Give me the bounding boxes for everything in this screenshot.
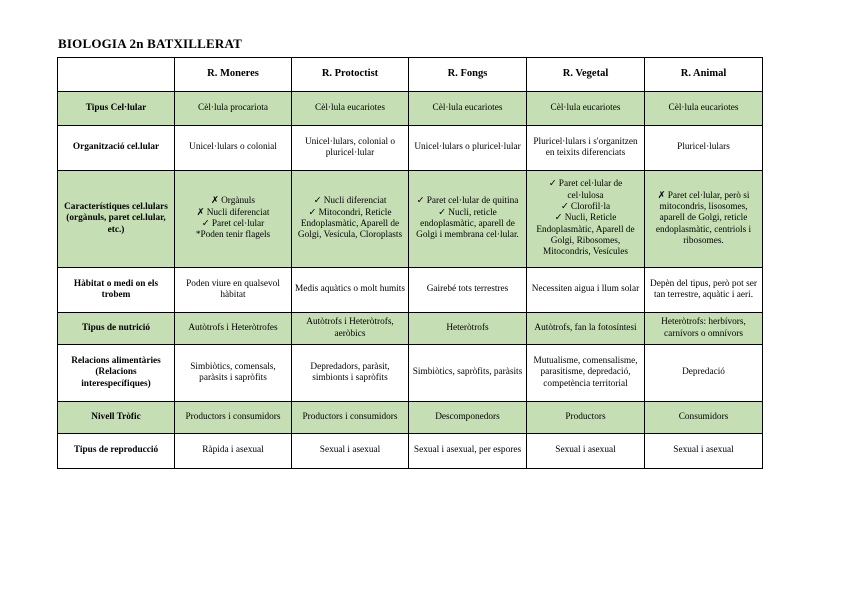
table-cell (292, 313, 409, 345)
cell-text: ✓ Nucli, Reticle Endoplasmàtic, Aparell de Golgi, Ribosomes, Mitocondris, Vesícules (536, 213, 635, 258)
cell-text: Simbiòtics, sapròfits, paràsits (412, 367, 523, 378)
table-cell (527, 126, 645, 171)
table-body (58, 92, 763, 469)
table-cell (175, 402, 292, 434)
table-cell (175, 268, 292, 313)
table-cell (175, 126, 292, 171)
cell-text: Pluricel·lulars i s'organitzen en teixits diferenciats (533, 136, 638, 158)
cell-text: Depredació (682, 367, 725, 378)
cell-text: Necessiten aigua i llum solar (531, 284, 640, 295)
row-header-cell: Tipus Cel·lular (58, 92, 175, 126)
table-cell (409, 171, 527, 268)
cell-text: Cèl·lula eucariotes (668, 102, 739, 113)
biology-kingdoms-table (57, 57, 763, 469)
cell-text: Cèl·lula eucariotes (432, 102, 503, 113)
cell-text: ✗ Orgànuls (210, 196, 256, 207)
table-cell (292, 402, 409, 434)
table-cell (409, 126, 527, 171)
table-cell (292, 171, 409, 268)
table-cell (645, 434, 763, 469)
cell-text: Sexual i asexual (673, 445, 734, 456)
cell-text: Autòtrofs i Heteròtrofs, aeròbics (306, 317, 394, 339)
page-title: BIOLOGIA 2n BATXILLERAT (58, 36, 243, 51)
cell-text: Productors i consumidors (302, 411, 398, 422)
table-cell (409, 434, 527, 469)
table-cell (175, 171, 292, 268)
table-cell (175, 313, 292, 345)
header-cell-protoctist: R. Protoctist (292, 58, 409, 92)
cell-text: Productors (565, 411, 606, 422)
table-row (58, 268, 763, 313)
table-cell (175, 345, 292, 402)
cell-text: *Poden tenir flagels (195, 230, 271, 241)
header-cell-animal: R. Animal (645, 58, 763, 92)
cell-text: Cèl·lula eucariotes (315, 102, 385, 113)
cell-text: Heteròtrofs: herbívors, carnívors o omnívors (661, 317, 746, 339)
header-cell-moneres: R. Moneres (175, 58, 292, 92)
cell-text: Unicel·lulars o pluricel·lular (414, 142, 521, 153)
row-header-cell: Tipus de nutrició (58, 313, 175, 345)
cell-text: Mutualisme, comensalisme, parasitisme, depredació, competència territorial (533, 356, 638, 389)
table-row (58, 345, 763, 402)
cell-text: Sexual i asexual (555, 445, 616, 456)
cell-text: Unicel·lulars, colonial o pluricel·lular (304, 136, 396, 158)
table-cell (175, 92, 292, 126)
table-cell (645, 126, 763, 171)
table-cell (175, 434, 292, 469)
table-cell (527, 434, 645, 469)
table-cell (645, 171, 763, 268)
cell-text: Cèl·lula eucariotes (550, 102, 621, 113)
cell-text: Autòtrofs i Heteròtrofes (188, 322, 278, 333)
row-header-cell: Hàbitat o medi on els trobem (58, 268, 175, 313)
table-cell (645, 268, 763, 313)
cell-text: Cèl·lula procariota (198, 102, 268, 113)
table-cell (527, 345, 645, 402)
table-cell (527, 313, 645, 345)
table-cell (527, 92, 645, 126)
row-header-cell: Relacions alimentàries (Relacions interespecífiques) (58, 345, 175, 402)
table-cell (645, 313, 763, 345)
cell-text: Simbiòtics, comensals, paràsits i sapròfits (190, 361, 276, 383)
table-header-row (58, 58, 763, 92)
cell-text: Ràpida i asexual (202, 445, 264, 456)
cell-text: Gairebé tots terrestres (426, 284, 509, 295)
cell-text: Sexual i asexual (319, 445, 381, 456)
row-header-cell: Tipus de reproducció (58, 434, 175, 469)
row-header-cell: Característiques cel.lulars (orgànuls, paret cel.lular, etc.) (58, 171, 175, 268)
table-cell (527, 171, 645, 268)
table-row (58, 92, 763, 126)
cell-text: Heteròtrofs (446, 322, 489, 333)
cell-text: ✗ Paret cel·lular, però si mitocondris, lisosomes, aparell de Golgi, reticle endoplasmàtic, centriols i ribosomes. (655, 190, 752, 246)
table-row (58, 126, 763, 171)
cell-text: ✓ Nucli, reticle endoplasmàtic, aparell de Golgi i membrana cel·lular. (416, 207, 519, 241)
cell-text: Autòtrofs, fan la fotosíntesi (534, 322, 637, 333)
table-cell (292, 268, 409, 313)
row-header-cell: Organització cel.lular (58, 126, 175, 171)
cell-text: Poden viure en qualsevol hàbitat (186, 278, 280, 300)
cell-text: ✓ Mitocondri, Reticle Endoplasmàtic, Aparell de Golgi, Vesícula, Cloroplasts (297, 207, 403, 241)
table-cell (645, 92, 763, 126)
cell-text: ✓ Paret cel·lular de cel·lulosa (548, 179, 623, 201)
cell-text: Consumidors (678, 411, 729, 422)
cell-text: Depredadors, paràsit, simbionts i sapròfits (310, 361, 390, 383)
table-cell (292, 92, 409, 126)
cell-text: Sexual i asexual, per espores (413, 445, 522, 456)
cell-text: Descomponedors (435, 411, 500, 422)
table-row (58, 402, 763, 434)
cell-text: ✗ Nucli diferenciat (196, 207, 270, 218)
table-row (58, 434, 763, 469)
cell-text: ✓ Paret cel·lular de quitina (416, 196, 519, 207)
cell-text: Unicel·lulars o colonial (189, 142, 277, 153)
header-cell-vegetal: R. Vegetal (527, 58, 645, 92)
row-header-cell: Nivell Tròfic (58, 402, 175, 434)
table-cell (409, 268, 527, 313)
cell-text: ✓ Paret cel·lular (201, 219, 265, 229)
cell-text: ✓ Clorofil·la (560, 202, 611, 212)
header-cell-corner (58, 58, 175, 92)
table-cell (409, 402, 527, 434)
table-cell (292, 434, 409, 469)
cell-text: ✓ Nucli diferenciat (313, 196, 387, 207)
cell-text: Depèn del tipus, però pot ser tan terrestre, aquàtic i aeri. (650, 278, 757, 300)
cell-text: Pluricel·lulars (677, 142, 730, 153)
table-cell (527, 402, 645, 434)
table-row (58, 171, 763, 268)
table-cell (409, 313, 527, 345)
table-cell (645, 345, 763, 402)
table-cell (292, 126, 409, 171)
table-cell (409, 92, 527, 126)
table-cell (409, 345, 527, 402)
cell-text: Productors i consumidors (185, 411, 281, 422)
header-cell-fongs: R. Fongs (409, 58, 527, 92)
cell-text: Medis aquàtics o molt humits (295, 284, 406, 295)
table-cell (292, 345, 409, 402)
table-cell (527, 268, 645, 313)
table-cell (645, 402, 763, 434)
table-row (58, 313, 763, 345)
